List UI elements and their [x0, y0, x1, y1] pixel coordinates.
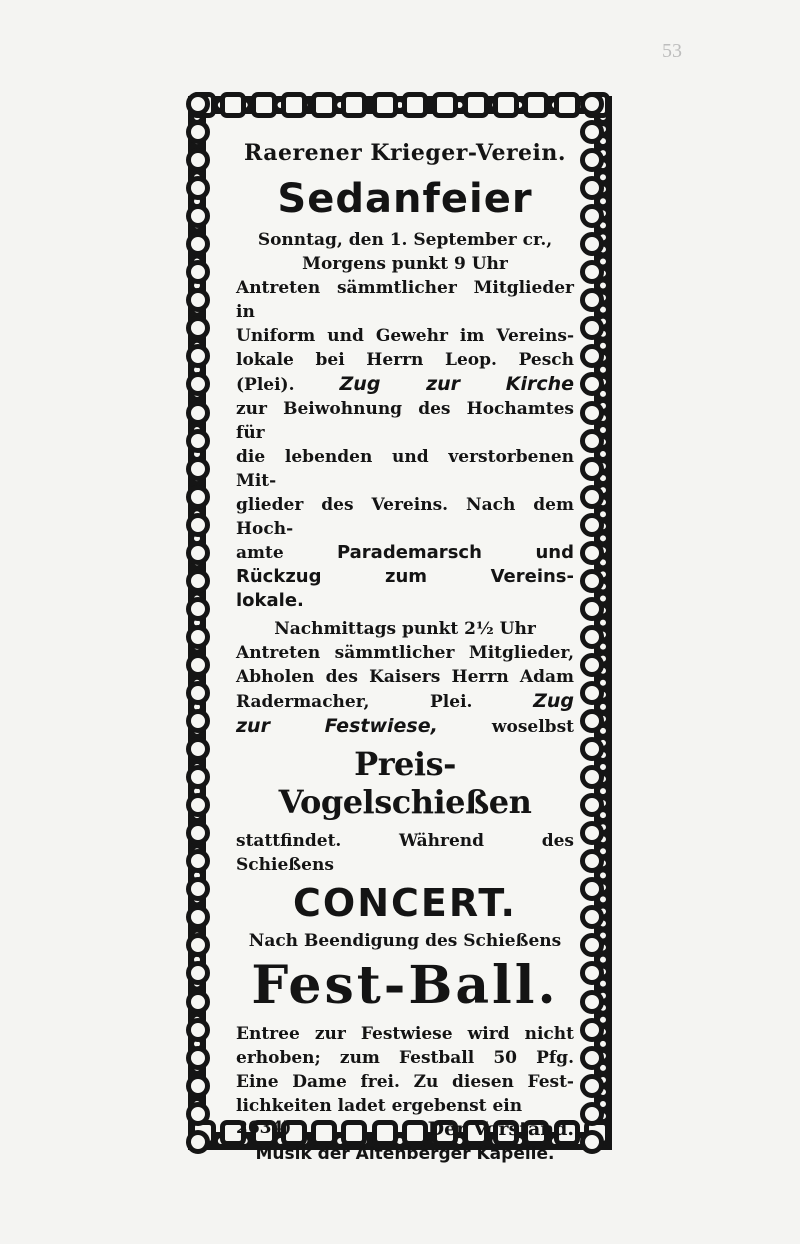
- chain-link-icon: [432, 92, 458, 118]
- ad-number: 2634): [236, 1118, 292, 1138]
- chain-link-icon: [186, 765, 210, 789]
- retreat-line: Rückzug zum Vereins-: [236, 566, 574, 587]
- parade-text: Parademarsch und: [336, 542, 575, 563]
- chain-link-icon: [186, 485, 210, 509]
- border-chain-top: [190, 92, 610, 126]
- morning-line: Uniform und Gewehr im Vereins-: [236, 326, 574, 346]
- chain-link-icon: [186, 372, 210, 396]
- chain-link-icon: [523, 92, 549, 118]
- chain-link-icon: [186, 961, 210, 985]
- date-line: Sonntag, den 1. September cr.,: [257, 230, 553, 250]
- chain-link-icon: [580, 176, 604, 200]
- afternoon-time: Nachmittags punkt 2½ Uhr: [274, 619, 536, 639]
- chain-link-icon: [580, 260, 604, 284]
- chain-link-icon: [580, 1046, 604, 1070]
- entry-line: Eine Dame frei. Zu diesen Fest-: [236, 1072, 574, 1092]
- chain-link-icon: [186, 429, 210, 453]
- chain-link-icon: [186, 204, 210, 228]
- chain-link-icon: [186, 905, 210, 929]
- chain-link-icon: [186, 457, 210, 481]
- chain-link-icon: [580, 485, 604, 509]
- chain-link-icon: [186, 990, 210, 1014]
- church-line: [236, 372, 574, 397]
- chain-link-icon: [186, 260, 210, 284]
- chain-link-icon: [186, 316, 210, 340]
- chain-link-icon: [186, 120, 210, 144]
- chain-link-icon: [186, 401, 210, 425]
- parade-line: [236, 541, 574, 565]
- chain-link-icon: [580, 401, 604, 425]
- chain-link-icon: [186, 1074, 210, 1098]
- club-name: Raerener Krieger-Verein.: [243, 140, 567, 166]
- chain-link-icon: [186, 569, 210, 593]
- chain-link-icon: [186, 344, 210, 368]
- chain-link-icon: [580, 541, 604, 565]
- morning-line: lokale bei Herrn Leop. Pesch: [236, 350, 574, 370]
- chain-link-icon: [311, 92, 337, 118]
- chain-link-icon: [580, 288, 604, 312]
- chain-link-icon: [186, 653, 210, 677]
- chain-link-icon: [580, 120, 604, 144]
- entry-line: Entree zur Festwiese wird nicht: [236, 1024, 574, 1044]
- after-concert-line: Nach Beendigung des Schießens: [248, 931, 562, 951]
- chain-link-icon: [580, 316, 604, 340]
- chain-link-icon: [251, 92, 277, 118]
- amte-text: amte: [236, 543, 284, 563]
- chain-link-icon: [186, 1130, 210, 1154]
- chain-link-icon: [580, 877, 604, 901]
- chain-link-icon: [186, 849, 210, 873]
- chain-link-icon: [580, 204, 604, 228]
- chain-link-icon: [580, 709, 604, 733]
- chain-link-icon: [580, 933, 604, 957]
- chain-link-icon: [186, 288, 210, 312]
- shooting-after-line: stattfindet. Während des Schießens: [236, 831, 574, 875]
- chain-link-icon: [186, 176, 210, 200]
- retreat-end-line: lokale.: [236, 590, 304, 611]
- ball-title: Fest-Ball.: [251, 955, 559, 1016]
- mass-line: zur Beiwohnung des Hochamtes für: [236, 399, 574, 443]
- chain-link-icon: [580, 1130, 604, 1154]
- plei-text: (Plei).: [236, 375, 295, 395]
- chain-link-icon: [402, 92, 428, 118]
- chain-link-icon: [372, 92, 398, 118]
- entry-line: lichkeiten ladet ergebenst ein: [236, 1096, 523, 1116]
- chain-link-icon: [186, 597, 210, 621]
- chain-link-icon: [580, 653, 604, 677]
- kaiser-line: [236, 689, 574, 714]
- chain-link-icon: [186, 821, 210, 845]
- chain-link-icon: [463, 92, 489, 118]
- chain-link-icon: [580, 232, 604, 256]
- advertisement: [236, 140, 574, 1164]
- chain-link-icon: [186, 681, 210, 705]
- chain-link-icon: [580, 1074, 604, 1098]
- afternoon-line: Abholen des Kaisers Herrn Adam: [236, 667, 574, 687]
- chain-link-icon: [341, 92, 367, 118]
- music-credit: Musik der Altenberger Kapelle.: [255, 1144, 555, 1164]
- chain-link-icon: [281, 92, 307, 118]
- chain-link-icon: [580, 625, 604, 649]
- border-chain-right: [580, 92, 614, 1154]
- mass-line: glieder des Vereins. Nach dem Hoch-: [236, 495, 574, 539]
- chain-link-icon: [186, 737, 210, 761]
- chain-link-icon: [580, 990, 604, 1014]
- chain-link-icon: [580, 737, 604, 761]
- chain-link-icon: [580, 148, 604, 172]
- signature: Der Vorstand.: [427, 1118, 574, 1140]
- chain-link-icon: [186, 1046, 210, 1070]
- chain-link-icon: [580, 569, 604, 593]
- mass-line: die lebenden und verstorbenen Mit-: [236, 447, 574, 491]
- chain-link-icon: [186, 1018, 210, 1042]
- chain-link-icon: [186, 877, 210, 901]
- chain-link-icon: [186, 232, 210, 256]
- festwiese-text: zur Festwiese,: [236, 715, 438, 737]
- time-line: Morgens punkt 9 Uhr: [302, 254, 508, 274]
- chain-link-icon: [580, 961, 604, 985]
- chain-link-icon: [186, 933, 210, 957]
- church-procession: Zug zur Kirche: [339, 373, 574, 395]
- signature-line: [236, 1118, 574, 1140]
- chain-link-icon: [580, 765, 604, 789]
- chain-link-icon: [580, 597, 604, 621]
- entry-line: erhoben; zum Festball 50 Pfg.: [236, 1048, 574, 1068]
- chain-link-icon: [186, 625, 210, 649]
- chain-link-icon: [580, 372, 604, 396]
- chain-link-icon: [554, 92, 580, 118]
- chain-link-icon: [186, 541, 210, 565]
- chain-link-icon: [580, 905, 604, 929]
- festwiese-line: [236, 714, 574, 739]
- chain-link-icon: [580, 344, 604, 368]
- chain-link-icon: [580, 681, 604, 705]
- chain-link-icon: [186, 793, 210, 817]
- chain-link-icon: [220, 92, 246, 118]
- border-chain-left: [186, 92, 220, 1154]
- chain-link-icon: [186, 1102, 210, 1126]
- chain-link-icon: [186, 148, 210, 172]
- chain-link-icon: [186, 513, 210, 537]
- chain-link-icon: [493, 92, 519, 118]
- kaiser-text: Radermacher, Plei.: [236, 692, 473, 712]
- chain-link-icon: [186, 92, 210, 116]
- shooting-title: Preis-Vogelschießen: [278, 745, 532, 821]
- concert-title: CONCERT.: [293, 881, 517, 925]
- chain-link-icon: [580, 1102, 604, 1126]
- afternoon-line: Antreten sämmtlicher Mitglieder,: [236, 643, 574, 663]
- chain-link-icon: [580, 793, 604, 817]
- woselbst-text: woselbst: [491, 717, 574, 737]
- morning-line: Antreten sämmtlicher Mitglieder in: [236, 278, 574, 322]
- chain-link-icon: [580, 513, 604, 537]
- chain-link-icon: [580, 1018, 604, 1042]
- page-number: 53: [662, 40, 682, 62]
- chain-link-icon: [580, 849, 604, 873]
- chain-link-icon: [580, 457, 604, 481]
- chain-link-icon: [580, 429, 604, 453]
- chain-link-icon: [580, 92, 604, 116]
- chain-link-icon: [580, 821, 604, 845]
- chain-link-icon: [186, 709, 210, 733]
- event-title: Sedanfeier: [277, 176, 533, 222]
- zug-text: Zug: [533, 690, 575, 712]
